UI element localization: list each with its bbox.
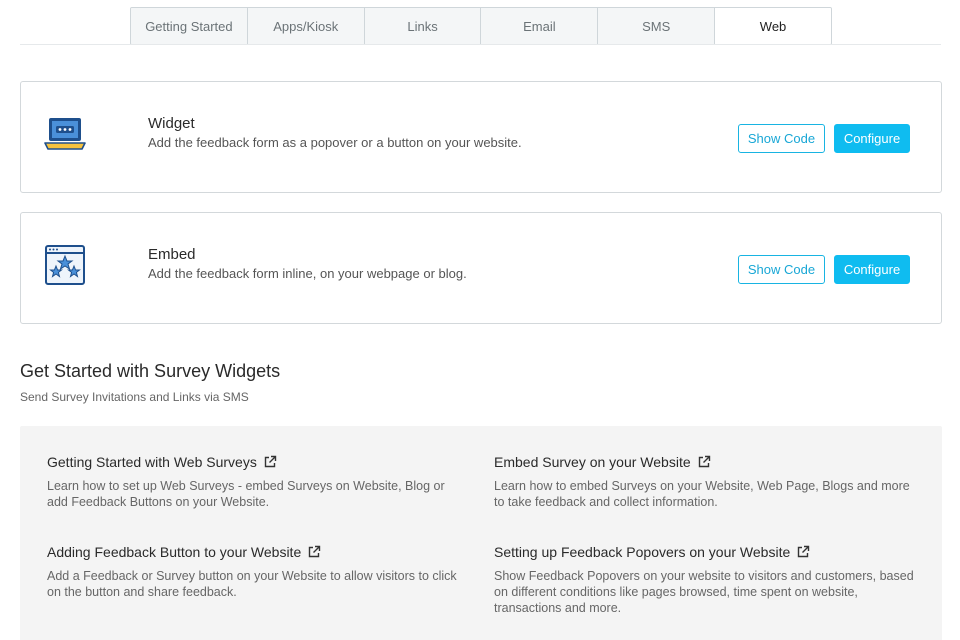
tab-getting-started[interactable]: Getting Started (131, 8, 248, 44)
resources-panel (20, 426, 942, 640)
embed-show-code-button[interactable]: Show Code (738, 255, 825, 284)
embed-title: Embed (148, 246, 196, 263)
widget-card (20, 81, 942, 193)
channel-tabs (130, 7, 832, 45)
tab-sms[interactable]: SMS (598, 8, 715, 44)
tab-email[interactable]: Email (481, 8, 598, 44)
tab-links[interactable]: Links (365, 8, 482, 44)
resource-link[interactable] (47, 454, 467, 470)
embed-description: Add the feedback form inline, on your webpage or blog. (148, 266, 467, 281)
resource-item (494, 544, 914, 616)
resource-title: Setting up Feedback Popovers on your Website (494, 544, 791, 560)
resource-title: Embed Survey on your Website (494, 454, 691, 470)
resource-description: Learn how to embed Surveys on your Website, Web Page, Blogs and more to take feedback and collect information. (494, 479, 910, 509)
embed-stars-icon (43, 243, 87, 287)
resource-title: Getting Started with Web Surveys (47, 454, 257, 470)
resource-item (47, 544, 467, 600)
resource-item (47, 454, 467, 510)
section-title: Get Started with Survey Widgets (20, 361, 281, 381)
widget-show-code-button[interactable]: Show Code (738, 124, 825, 153)
widget-configure-button[interactable]: Configure (834, 124, 910, 153)
external-link-icon (307, 545, 321, 559)
external-link-icon (263, 455, 277, 469)
tab-apps-kiosk[interactable]: Apps/Kiosk (248, 8, 365, 44)
external-link-icon (697, 455, 711, 469)
resource-description: Show Feedback Popovers on your website to visitors and customers, based on different conditions like pages browsed, time spent on website, transactions and more. (494, 569, 914, 615)
resource-title: Adding Feedback Button to your Website (47, 544, 302, 560)
resource-item (494, 454, 914, 510)
embed-configure-button[interactable]: Configure (834, 255, 910, 284)
tab-web[interactable]: Web (715, 8, 831, 44)
embed-card (20, 212, 942, 324)
external-link-icon (796, 545, 810, 559)
resource-link[interactable] (494, 544, 914, 560)
laptop-icon (43, 112, 87, 156)
widget-description: Add the feedback form as a popover or a button on your website. (148, 135, 522, 150)
tabs-divider (20, 44, 941, 45)
resource-description: Learn how to set up Web Surveys - embed Surveys on Website, Blog or add Feedback Buttons on your Website. (47, 479, 445, 509)
resource-link[interactable] (494, 454, 914, 470)
widget-title: Widget (148, 115, 195, 132)
resource-link[interactable] (47, 544, 467, 560)
section-subtitle: Send Survey Invitations and Links via SMS (20, 390, 249, 404)
resource-description: Add a Feedback or Survey button on your Website to allow visitors to click on the button and share feedback. (47, 569, 457, 599)
